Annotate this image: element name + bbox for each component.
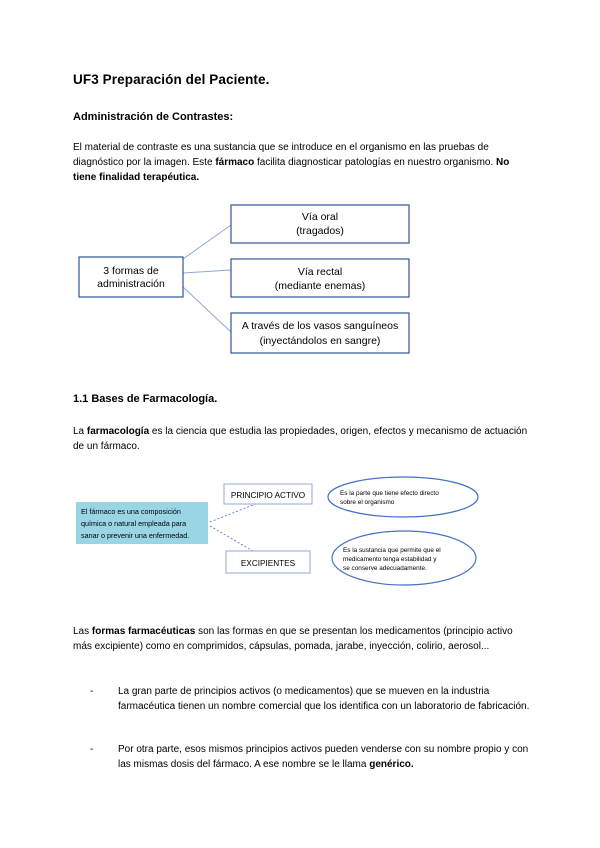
- center-box: [79, 257, 183, 297]
- paragraph-farmacologia: [73, 424, 533, 454]
- bullet-dash: -: [90, 744, 94, 755]
- paragraph-formas-farmaceuticas: [73, 624, 533, 654]
- bold-term-farmacologia: farmacología: [86, 426, 150, 437]
- paragraph-text: La: [73, 426, 87, 437]
- section-heading-contrastes: Administración de Contrastes:: [73, 111, 234, 123]
- section-heading-farmacologia: 1.1 Bases de Farmacología.: [73, 393, 218, 405]
- excip-desc-line3: se conserve adecuadamente.: [343, 565, 427, 572]
- bold-term-generico: genérico.: [369, 759, 414, 770]
- paragraph-text: El material de contraste es una sustancia que se introduce en el organismo en las pruebas de diagnóstico por la imagen. Este: [73, 142, 489, 168]
- box-vasos-sanguineos: [231, 313, 409, 353]
- box-via-rectal-line1: Vía rectal: [297, 266, 343, 278]
- administration-diagram: [0, 195, 600, 360]
- bullet-item-generico: [90, 742, 540, 772]
- page-title: UF3 Preparación del Paciente.: [73, 72, 270, 87]
- bold-term-farmaco: fármaco: [215, 157, 255, 168]
- bullet-text: Por otra parte, esos mismos principios activos pueden venderse con su nombre propio y con las mismas dosis del fármaco. A ese nombre se le llama: [118, 744, 529, 770]
- definition-line3: sanar o prevenir una enfermedad.: [81, 531, 190, 540]
- bold-term-formas: formas farmacéuticas: [91, 626, 196, 637]
- principio-activo-label: PRINCIPIO ACTIVO: [230, 491, 306, 500]
- bold-note-no-terapeutica: No tiene finalidad terapéutica.: [73, 157, 510, 183]
- paragraph-text: facilita diagnosticar patologías en nuestro organismo.: [254, 157, 497, 168]
- bullet-item-nombre-comercial: [90, 684, 540, 729]
- definition-line1: El fármaco es una composición: [81, 507, 181, 516]
- active-description-ellipse: [328, 477, 478, 517]
- connector-to-active: [210, 503, 258, 522]
- paragraph-text: Las: [73, 626, 92, 637]
- box-via-oral-line2: (tragados): [296, 225, 344, 237]
- active-desc-line2: sobre el organismo: [340, 499, 395, 506]
- excipientes-label: EXCIPIENTES: [240, 559, 296, 568]
- box-vasos-line1: A través de los vasos sanguíneos: [241, 320, 399, 332]
- connector-to-excipients: [210, 526, 258, 554]
- bullet-dash: -: [90, 686, 94, 697]
- active-desc-line1: Es la parte que tiene efecto directo: [340, 490, 439, 497]
- excip-desc-line1: Es la sustancia que permite que el: [343, 547, 441, 554]
- farmaco-diagram: [0, 470, 600, 590]
- excip-desc-line2: medicamento tenga estabilidad y: [343, 556, 437, 563]
- bullet-text: La gran parte de principios activos (o medicamentos) que se mueven en la industria farmacéutica tienen un nombre comercial que los identifica con un laboratorio de fabricación.: [118, 686, 530, 712]
- paragraph-text: son las formas en que se presentan los medicamentos (principio activo más excipiente) como en comprimidos, cápsulas, pomada, jarabe, inyección, colirio, aerosol...: [73, 626, 513, 652]
- center-label-line1: 3 formas de: [103, 265, 159, 277]
- definition-line2: química o natural empleada para: [81, 519, 187, 528]
- box-via-oral-line1: Vía oral: [301, 211, 339, 223]
- center-label-line2: administración: [97, 278, 165, 290]
- box-via-rectal-line2: (mediante enemas): [274, 280, 366, 292]
- paragraph-text: es la ciencia que estudia las propiedades, origen, efectos y mecanismo de actuación de un fármaco.: [73, 426, 528, 452]
- bullet-text-container: [118, 742, 538, 772]
- paragraph-contrastes: [73, 140, 533, 185]
- box-vasos-line2: (inyectándolos en sangre): [259, 335, 381, 347]
